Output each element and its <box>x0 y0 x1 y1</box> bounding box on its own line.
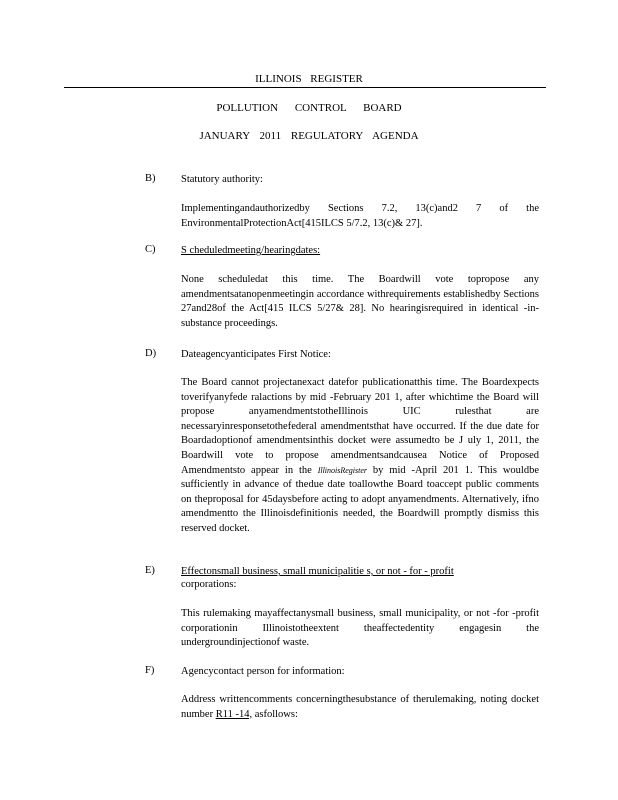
docket-number: R11 -14, <box>215 708 253 720</box>
section-body <box>181 376 539 537</box>
illinois-register-italic: IllinoisRegister <box>317 465 368 475</box>
section-heading: Agencycontact person for information: <box>181 666 345 677</box>
body-text: by mid -April 201 1. This wouldbe sufficiently in advance of thedue date toallowthe Board toaccept public comments on theproposal for 45daysbefore acting to adopt anyamendments. Alternatively, ifno amendmentto the Illinoisdefinitionis needed, the Boardwill promptly dismiss this reserved docket. <box>181 464 539 534</box>
body-text: Address writtencomments concerningthesubstance of therulemaking, noting docket number <box>181 694 539 720</box>
heading-text: corporations: <box>181 579 237 590</box>
section-heading: Dateagencyanticipates First Notice: <box>181 349 331 360</box>
heading-underlined: Effectonsmall business, small municipalitie s, or not - for - profit <box>181 566 454 577</box>
agenda-header: JANUARY 2011 REGULATORY AGENDA <box>199 130 419 142</box>
section-letter: E) <box>145 565 155 576</box>
section-letter: C) <box>145 244 156 255</box>
body-text: asfollows: <box>252 708 298 720</box>
section-heading <box>181 244 541 257</box>
board-header: POLLUTION CONTROL BOARD <box>216 102 402 114</box>
section-body: Implementingandauthorizedby Sections 7.2, 13(c)and2 7 of the EnvironmentalProtectionAct[415ILCS 5/7.2, 13(c)& 27]. <box>181 203 539 229</box>
section-letter: D) <box>145 348 157 359</box>
section-body: This rulemaking mayaffectanysmall business, small municipality, or not -for -profit corporationin Illinoistotheextent theaffectedentity engagesin the undergroundinjectionof waste. <box>181 608 539 649</box>
section-letter: B) <box>145 173 156 184</box>
section-heading <box>181 565 541 591</box>
section-heading: Statutory authority: <box>181 174 263 185</box>
section-body: None scheduledat this time. The Boardwill vote topropose any amendmentsatanopenmeetingin accordance withrequirements establishedby Sections 27and28of the Act[415 ILCS 5/27& 28]. No hearingisrequired in identical -in-substance proceedings. <box>181 274 539 329</box>
body-text: The Board cannot projectanexact datefor publicationatthis time. The Boardexpects toverifyanyfede ralactions by mid -February 201 1, after whichtime the Board will propose anyamendmentstotheIllinois UIC rulesthat are necessaryinresponsetothefederal amendmentsthat have occurred. If the due date for Boardadoptionof amendmentsinthis docket were assumedto be J uly 1, 2011, the Boardwill vote to propose amendmentsandcausea Notice of Proposed Amendmentsto appear in the <box>181 377 539 476</box>
register-header: ILLINOIS REGISTER <box>255 73 363 85</box>
section-letter: F) <box>145 665 155 676</box>
header-rule <box>64 87 546 88</box>
heading-underlined: S cheduledmeeting/hearingdates: <box>181 245 321 256</box>
section-body <box>181 693 539 722</box>
